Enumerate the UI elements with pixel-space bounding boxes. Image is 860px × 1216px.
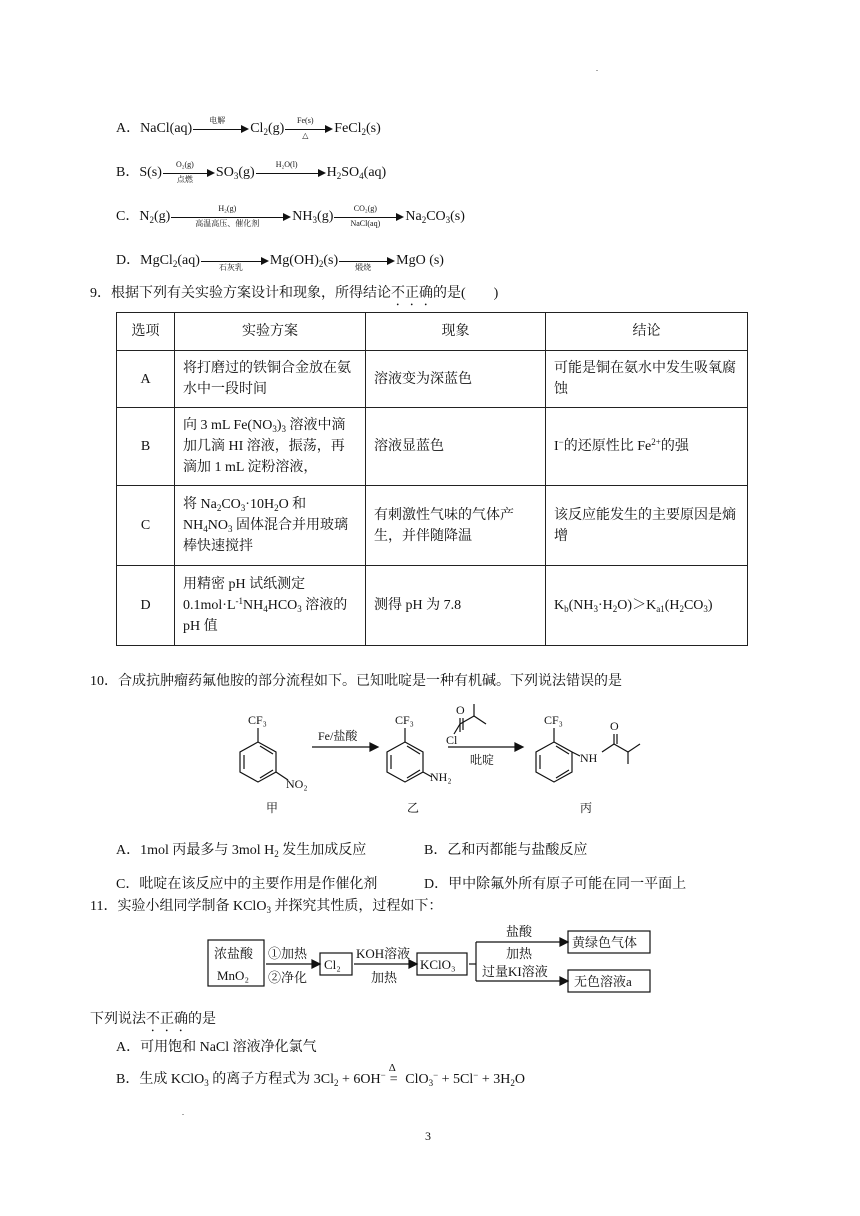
q8-option-d: D．MgCl$_2$(aq) 石灰乳 $Mg(OH)_2(s)$ 煅烧 MgO (s) [116,248,444,274]
option-cell: B [117,408,175,486]
no2-label: NO₂ [286,777,308,791]
step-label: ①加热 [268,946,308,961]
box-text: 浓盐酸 [214,946,254,961]
process-flowchart [206,920,666,1000]
reagent-label: Fe/盐酸 [318,729,358,743]
q10-option-c: C．吡啶在该反应中的主要作用是作催化剂 [116,877,378,892]
reaction-arrow: H₂(g) 高温高压、催化剂 [171,204,291,230]
bond [460,716,474,724]
reagent-label: 吡啶 [470,753,495,767]
reaction-arrow: O₂(g) 点燃 [163,160,215,186]
box-text: Cl₂ [324,957,341,972]
option-label: A． [116,121,141,137]
plan-cell: 将打磨过的铁铜合金放在氨水中一段时间 [175,351,366,408]
arrow-label: 盐酸 [506,924,533,939]
benzene-ring-jia [240,742,276,782]
plan-cell: 将 $Na_2CO_3\cdot 10H_2O$ 和 $NH_4NO_3$ 固体混合并用玻璃棒快速搅拌 [175,486,366,566]
top-mark: . [596,64,598,73]
benzene-ring-bing [536,742,572,782]
compound-label-jia: 甲 [266,801,279,815]
condition-equals: Δ = [388,1062,398,1087]
page-number: 3 [425,1129,431,1143]
q11-option-b: B．生成 KClO$_3$ 的离子方程式为 $3Cl_2 + 6OH^-$ Δ = $ClO_3^- + 5Cl^- + 3H_2O$ [116,1062,525,1088]
q8-option-c: C．$N_2(g)$ H₂(g) 高温高压、催化剂 $NH_3(g)$ CO₂(g) NaCl(aq) $Na_2CO_3(s)$ [116,204,465,228]
arrow-head [560,977,568,985]
header-cell: 结论 [546,313,748,351]
bond [602,744,614,752]
compound-label-bing: 丙 [580,801,593,815]
step-label: ②净化 [268,970,308,985]
reaction-arrow: 电解 [193,116,249,142]
arrow-head [515,743,523,751]
bond [628,744,640,752]
header-cell: 实验方案 [175,313,366,351]
reaction-arrow: Fe(s) △ [285,116,333,142]
phenomenon-cell: 测得 pH 为 7.8 [366,566,546,646]
option-cell: A [117,351,175,408]
header-cell: 选项 [117,313,175,351]
cf3-label: CF₃ [544,713,563,727]
q9-stem: 9．根据下列有关实验方案设计和现象，所得结论不正确的是( ) [90,286,499,301]
nh-label: NH [580,751,598,765]
reaction-arrow: 石灰乳 [201,248,269,274]
synthesis-scheme [220,700,780,820]
compound-label-yi: 乙 [407,801,420,815]
table-row [117,351,748,408]
arrow-head [560,938,568,946]
bottom-mark: . [182,1108,184,1117]
reaction-arrow: H₂O(l) [256,160,326,186]
arrow-label: 加热 [506,946,533,961]
benzene-ring-yi [387,742,423,782]
arrow-head [409,960,417,968]
experiment-table [116,312,748,646]
arrow-label: 过量KI溶液 [482,964,548,979]
q11-option-a: A．可用饱和 NaCl 溶液净化氯气 [116,1040,317,1055]
table-row [117,408,748,486]
header-cell: 现象 [366,313,546,351]
table-header-row [117,313,748,351]
o-label: O [456,703,465,717]
bond [474,716,486,724]
option-label: C． [116,209,140,225]
q10-option-d: D．甲中除氟外所有原子可能在同一平面上 [424,877,687,892]
bond [572,752,580,756]
conclusion-cell: I−的还原性比 $Fe^{2+}$的强 [546,408,748,486]
emphasis-text: 不正确 [146,1012,188,1027]
q11-stem: 11．实验小组同学制备 KClO$_3$ 并探究其性质，过程如下： [90,899,443,915]
arrow-head [370,743,378,751]
phenomenon-cell: 有刺激性气味的气体产生，并伴随降温 [366,486,546,566]
plan-cell: 用精密 pH 试纸测定 $0.1mol\cdot L^{-1}NH_4HCO_3$ 溶液的 pH 值 [175,566,366,646]
arrow-label: KOH溶液 [356,946,411,961]
cf3-label: CF₃ [395,713,414,727]
option-label: B． [116,165,140,181]
phenomenon-cell: 溶液变为深蓝色 [366,351,546,408]
bond [614,744,628,752]
q11-substem: 下列说法不正确的是 [90,1012,216,1027]
reaction-arrow: CO₂(g) NaCl(aq) [334,204,404,230]
conclusion-cell: 可能是铜在氨水中发生吸氧腐蚀 [546,351,748,408]
arrow-label: 加热 [371,970,398,985]
box-text: MnO₂ [217,968,249,983]
conclusion-cell: 该反应能发生的主要原因是熵增 [546,486,748,566]
option-label: D． [116,253,141,269]
reaction-arrow: 煅烧 [339,248,395,274]
nh2-label: NH₂ [430,770,452,784]
q8-option-a: A．NaCl(aq) 电解 $Cl_2(g)$ Fe(s) △ FeCl$_2$(s) [116,116,381,140]
box-text: KClO₃ [420,957,456,972]
option-cell: D [117,566,175,646]
arrow-head [312,960,320,968]
emphasis-text: 不正确 [391,286,433,301]
cl-label: Cl [446,733,458,747]
q10-stem: 10．合成抗肿瘤药氟他胺的部分流程如下。已知吡啶是一种有机碱。下列说法错误的是 [90,674,622,689]
option-cell: C [117,486,175,566]
conclusion-cell: $K_b(NH_3\cdot H_2O)>K_{a1}(H_2CO_3)$ [546,566,748,646]
q10-option-b: B．乙和丙都能与盐酸反应 [424,843,588,858]
box-text: 无色溶液a [574,974,632,989]
box-text: 黄绿色气体 [572,935,638,950]
phenomenon-cell: 溶液显蓝色 [366,408,546,486]
q10-option-a: A．1mol 丙最多与 3mol $H_2$ 发生加成反应 [116,843,367,859]
table-row [117,486,748,566]
cf3-label: CF₃ [248,713,267,727]
plan-cell: 向 3 mL $Fe(NO_3)_3$ 溶液中滴加几滴 HI 溶液，振荡，再滴加 1 mL 淀粉溶液， [175,408,366,486]
o-label: O [610,719,619,733]
table-row [117,566,748,646]
q8-option-b: B．S(s) O₂(g) 点燃 $SO_3(g)$ H₂O(l) $H_2SO_4(aq)$ [116,160,387,184]
